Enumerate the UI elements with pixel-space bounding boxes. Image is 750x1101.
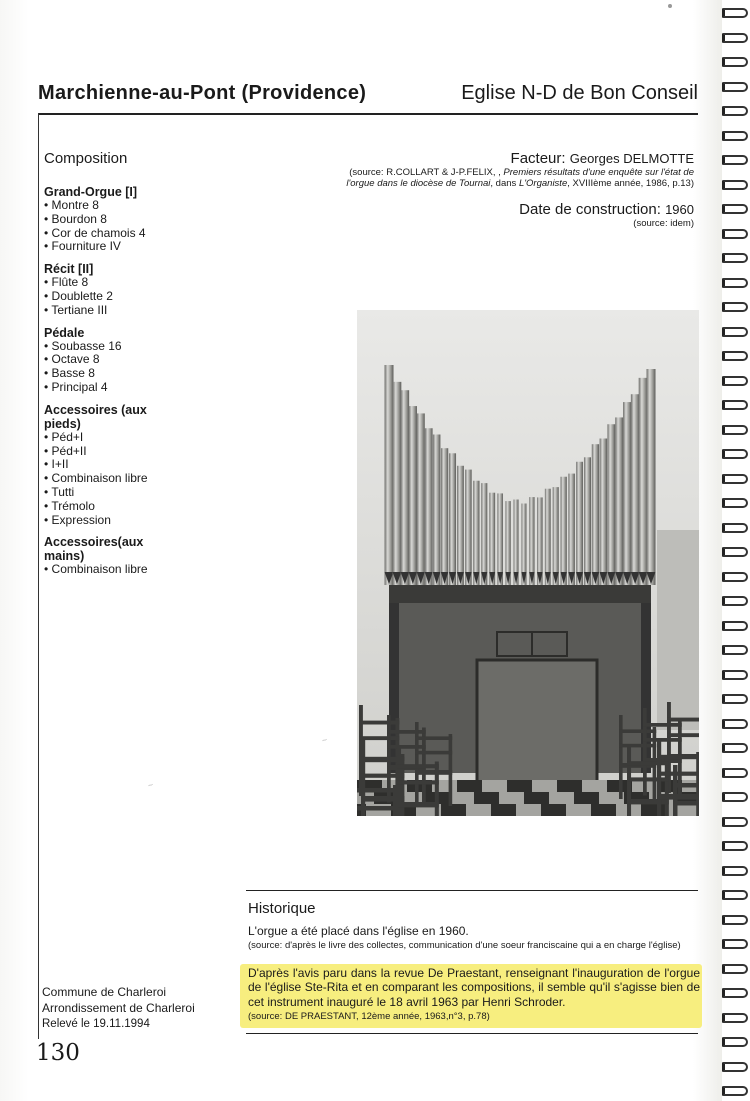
organ-pipe [425, 428, 433, 585]
stop-item: • Flûte 8 [44, 276, 234, 290]
binding-ring [722, 890, 748, 900]
pencil-mark: ~ [320, 734, 329, 746]
organ-pipe [473, 481, 479, 585]
binding-ring [722, 743, 748, 753]
stop-item: • Combinaison libre [44, 563, 234, 577]
floor-tile [557, 780, 582, 792]
page-number: 130 [36, 1040, 80, 1066]
organ-pipe [433, 434, 441, 585]
floor-tile [457, 780, 482, 792]
stop-item: • Péd+I [44, 431, 234, 445]
binding-ring [722, 180, 748, 190]
pencil-mark: ~ [146, 779, 155, 791]
facteur-line [334, 150, 694, 167]
organ-pipe [584, 457, 591, 585]
floor-tile [591, 804, 616, 816]
floor-tile [524, 792, 549, 804]
historique-source-1: (source: d'après le livre des collectes, communication d'une soeur franciscaine qui a en charge l'église) [248, 940, 681, 951]
organ-photo [357, 310, 699, 816]
division-name: Accessoires(aux mains) [44, 535, 144, 564]
organ-illustration [357, 310, 699, 816]
organ-pipe [647, 369, 656, 585]
binding-ring [722, 376, 748, 386]
facteur-source-title: Premiers résultats d'une enquête sur l'état de l'orgue dans le diocèse de Tournai [346, 167, 694, 189]
survey-date: Relevé le 19.11.1994 [42, 1018, 150, 1030]
facteur-label: Facteur: [510, 150, 566, 167]
stop-item: • Bourdon 8 [44, 213, 234, 227]
composition-section [44, 150, 234, 577]
organ-pipe [537, 497, 543, 585]
facteur-source-issue: , XVIIIème année, 1986, p.13) [567, 178, 694, 189]
binding-ring [722, 33, 748, 43]
binding-ring [722, 57, 748, 67]
binding-ring [722, 694, 748, 704]
binding-ring [722, 645, 748, 655]
organ-pipe [385, 365, 394, 585]
division-list [44, 185, 234, 577]
page-header [38, 82, 698, 110]
stop-item: • Principal 4 [44, 381, 234, 395]
organ-pipe [529, 497, 534, 585]
stop-item: • Tutti [44, 486, 234, 500]
binding-ring [722, 547, 748, 557]
arrondissement-name: Arrondissement de Charleroi [42, 1001, 195, 1015]
organ-pipe [409, 406, 417, 585]
historique-paragraph-1: L'orgue a été placé dans l'église en 1960. [248, 924, 469, 938]
floor-tile [491, 804, 516, 816]
stop-item: • Soubasse 16 [44, 340, 234, 354]
stop-item: • Péd+II [44, 445, 234, 459]
binding-ring [722, 131, 748, 141]
binding-ring [722, 621, 748, 631]
organ-pipe [592, 444, 599, 585]
organ-pipe [623, 402, 631, 585]
binding-ring [722, 866, 748, 876]
binding-ring [722, 449, 748, 459]
binding-ring [722, 523, 748, 533]
facteur-source-authors: (source: R.COLLART & J-P.FELIX, , [349, 167, 504, 178]
division-name: Récit [II] [44, 262, 94, 277]
date-source: (source: idem) [633, 218, 694, 229]
organ-pipe [631, 394, 640, 585]
organ-pipe [553, 487, 559, 585]
historique-title: Historique [248, 900, 316, 917]
stop-item: • Combinaison libre [44, 472, 234, 486]
binding-ring [722, 817, 748, 827]
binding-ring [722, 719, 748, 729]
binding-ring [722, 351, 748, 361]
binding-ring [722, 302, 748, 312]
organ-pipe [401, 390, 410, 585]
organ-pipe [639, 378, 648, 585]
organ-pipe [417, 413, 425, 585]
stop-item: • Cor de chamois 4 [44, 227, 234, 241]
binding-ring [722, 229, 748, 239]
binding-ring [722, 425, 748, 435]
commune-name: Commune de Charleroi [42, 985, 167, 999]
historique-rule [246, 890, 698, 891]
organ-pipe [561, 477, 567, 585]
facteur-block [334, 150, 694, 229]
binding-ring [722, 768, 748, 778]
organ-pipe [465, 470, 472, 585]
facteur-name: Georges DELMOTTE [569, 151, 694, 166]
date-line [334, 201, 694, 218]
stop-item: • I+II [44, 458, 234, 472]
organ-pipe [568, 474, 575, 585]
binding-ring [722, 792, 748, 802]
stop-item: • Doublette 2 [44, 290, 234, 304]
binding-ring [722, 400, 748, 410]
division-name: Pédale [44, 325, 85, 340]
composition-title: Composition [44, 150, 128, 167]
organ-pipe [449, 453, 456, 585]
facteur-source-in: , dans [490, 178, 519, 189]
binding-ring [722, 939, 748, 949]
stop-item: • Fourniture IV [44, 240, 234, 254]
organ-pipe [545, 489, 551, 585]
church-title: Eglise N-D de Bon Conseil [461, 82, 698, 104]
binding-ring [722, 988, 748, 998]
spiral-binding [720, 0, 750, 1101]
stop-item: • Basse 8 [44, 367, 234, 381]
binding-ring [722, 204, 748, 214]
binding-ring [722, 327, 748, 337]
header-rule [38, 113, 698, 115]
binding-ring [722, 155, 748, 165]
facteur-source-journal: L'Organiste [518, 178, 568, 189]
organ-pipe [481, 483, 487, 585]
organ-pipe [497, 493, 503, 585]
binding-ring [722, 474, 748, 484]
stop-item: • Trémolo [44, 500, 234, 514]
organ-pipe [615, 417, 623, 585]
organ-pipe [489, 493, 495, 585]
facteur-source [334, 167, 694, 189]
binding-ring [722, 841, 748, 851]
date-value: 1960 [665, 202, 694, 217]
historique-paragraph-2: D'après l'avis paru dans la revue De Praestant, renseignant l'inauguration de l'orgue de l'église Ste-Rita et en comparant les compositions, il semble qu'il s'agisse bien de cet instrument inauguré le 18 avril 1963 par Henri Schroder. [248, 966, 700, 1009]
bottom-rule [246, 1033, 698, 1034]
organ-pipe [600, 438, 608, 585]
binding-ring [722, 670, 748, 680]
floor-tile [574, 792, 599, 804]
binding-ring [722, 964, 748, 974]
binding-ring [722, 1086, 748, 1096]
binding-ring [722, 8, 748, 18]
binding-ring [722, 596, 748, 606]
commune-block [42, 984, 195, 1016]
location-title: Marchienne-au-Pont (Providence) [38, 82, 367, 104]
left-margin-rule [38, 113, 39, 1039]
binding-ring [722, 278, 748, 288]
binding-ring [722, 1037, 748, 1047]
binding-ring [722, 915, 748, 925]
stop-item: • Tertiane III [44, 304, 234, 318]
binding-ring [722, 1062, 748, 1072]
binding-ring [722, 1013, 748, 1023]
organ-pipe [457, 466, 464, 585]
division-name: Grand-Orgue [I] [44, 185, 138, 199]
binding-ring [722, 253, 748, 263]
organ-pipe [441, 448, 448, 585]
floor-tile [641, 804, 666, 816]
page-speck [668, 4, 672, 8]
organ-pipe [393, 382, 402, 585]
division-name: Accessoires (aux pieds) [44, 402, 147, 431]
binding-ring [722, 106, 748, 116]
historique-source-2: (source: DE PRAESTANT, 12ème année, 1963,n°3, p.78) [248, 1011, 490, 1022]
binding-ring [722, 498, 748, 508]
stop-item: • Expression [44, 514, 234, 528]
binding-ring [722, 82, 748, 92]
stop-item: • Octave 8 [44, 353, 234, 367]
date-label: Date de construction: [519, 201, 661, 218]
binding-ring [722, 572, 748, 582]
organ-pipe [607, 424, 615, 585]
floor-tile [474, 792, 499, 804]
floor-tile [441, 804, 466, 816]
floor-tile [541, 804, 566, 816]
organ-pipe [576, 462, 583, 585]
floor-tile [507, 780, 532, 792]
stop-item: • Montre 8 [44, 199, 234, 213]
